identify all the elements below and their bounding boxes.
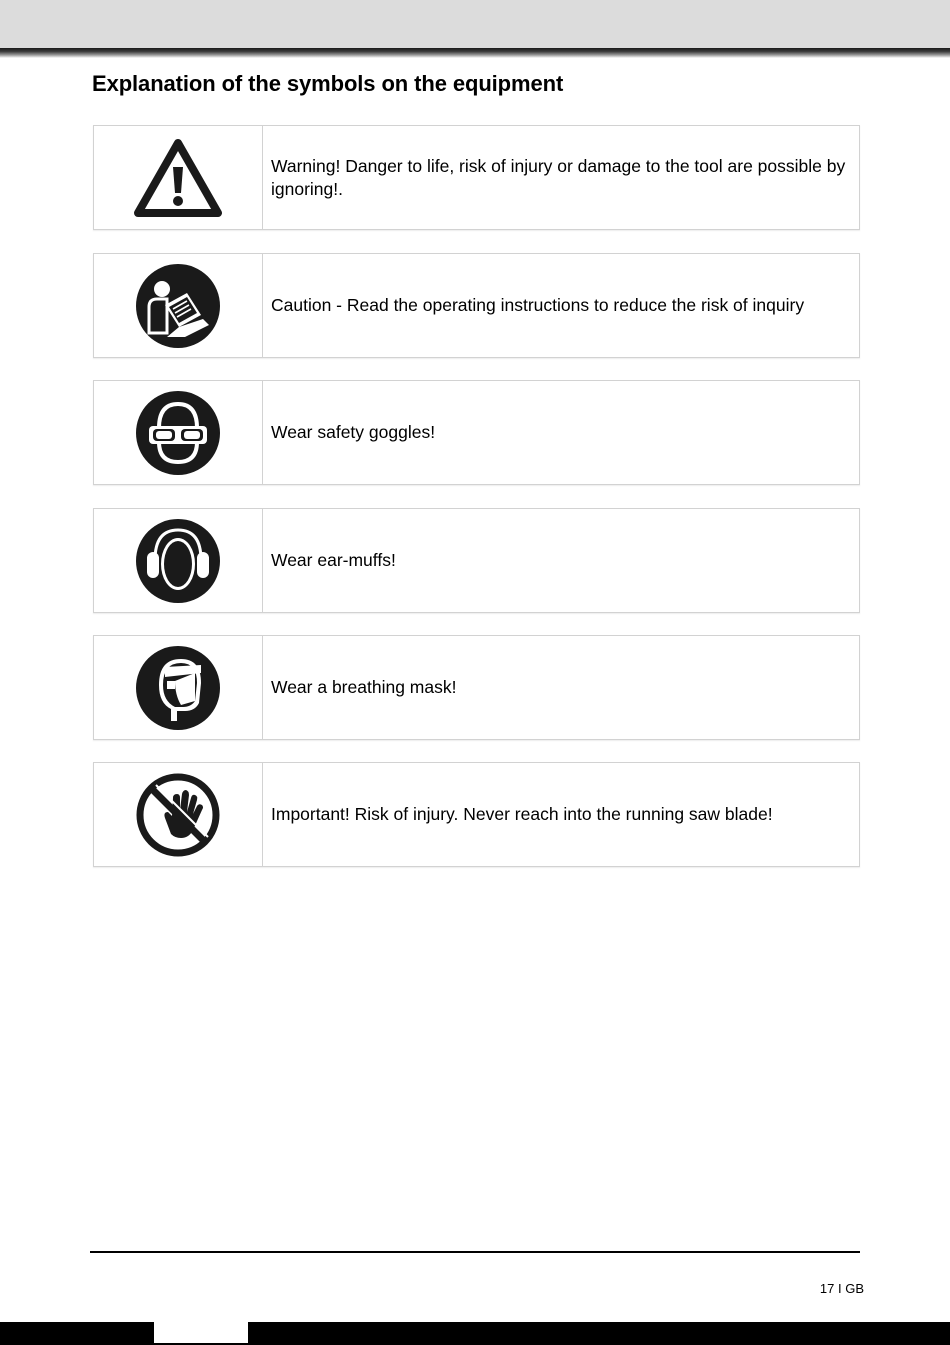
read-manual-icon [135,263,221,349]
symbol-row-ear-muffs [93,508,860,613]
symbol-description: Caution - Read the operating instructions to reduce the risk of inquiry [271,295,805,315]
no-hands-icon [135,772,221,858]
ear-muffs-icon [135,518,221,604]
header-band [0,0,950,48]
symbol-cell [94,509,263,612]
symbol-cell [94,381,263,484]
symbol-description: Important! Risk of injury. Never reach into the running saw blade! [271,804,773,824]
page-number: 17 I GB [819,1281,864,1296]
symbol-cell [94,254,263,357]
symbol-cell [94,126,263,229]
page-title: Explanation of the symbols on the equipment [92,71,564,96]
safety-goggles-icon [135,390,221,476]
symbol-row-goggles [93,380,860,485]
breathing-mask-icon [135,645,221,731]
footer-bar-gap [154,1322,248,1343]
symbol-description: Wear a breathing mask! [271,677,457,697]
symbol-description: Wear safety goggles! [271,422,436,442]
warning-triangle-icon [133,137,223,219]
symbol-cell [94,636,263,739]
symbol-row-warning [93,125,860,230]
symbol-row-no-hands [93,762,860,867]
footer-rule [90,1251,860,1253]
symbol-cell [94,763,263,866]
footer-bar [0,1322,950,1345]
symbol-description: Warning! Danger to life, risk of injury or damage to the tool are possible by ignoring!. [271,156,846,199]
header-shadow [0,48,950,58]
symbol-description: Wear ear-muffs! [271,550,396,570]
symbol-row-breathing-mask [93,635,860,740]
symbol-row-read-manual [93,253,860,358]
